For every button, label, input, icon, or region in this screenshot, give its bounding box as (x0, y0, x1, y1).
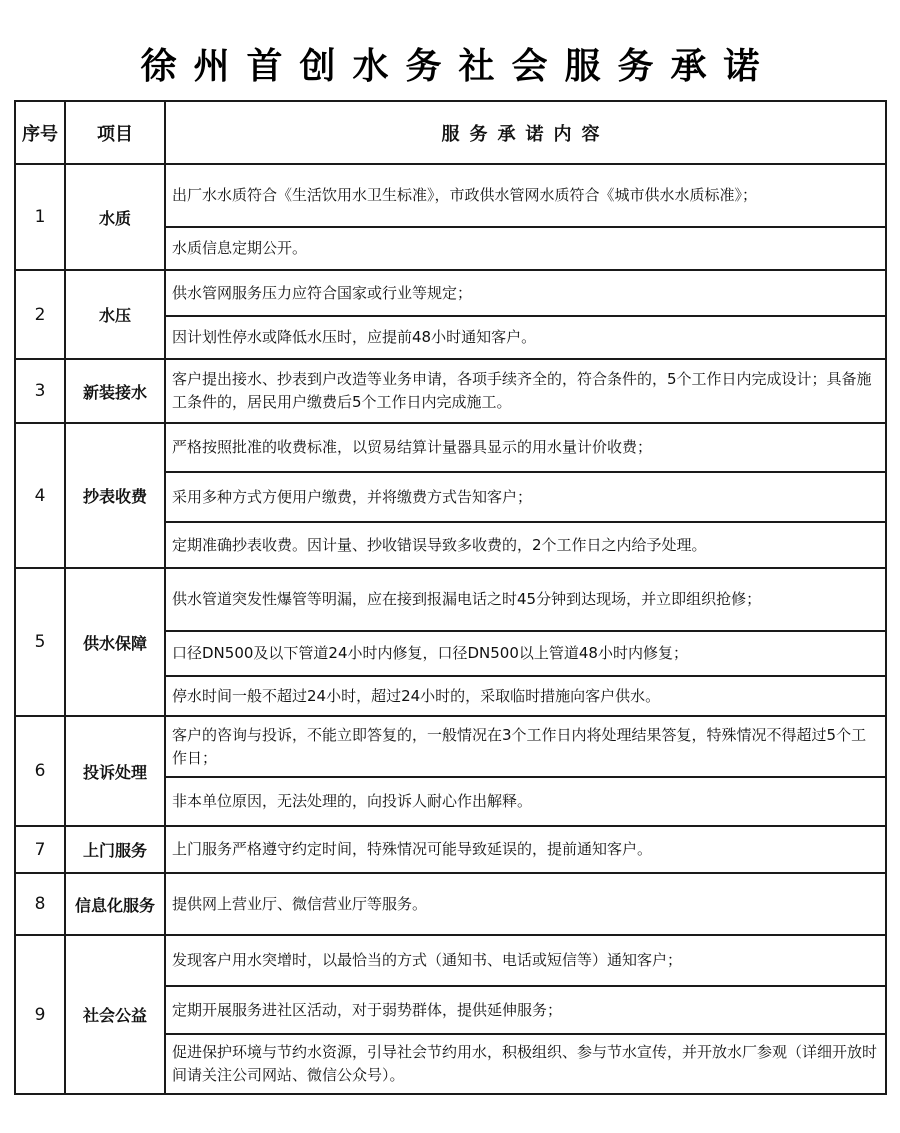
commitment-content: 非本单位原因，无法处理的，向投诉人耐心作出解释。 (165, 777, 886, 826)
commitment-content: 促进保护环境与节约水资源，引导社会节约用水，积极组织、参与节水宣传，并开放水厂参观（详细开放时间请关注公司网站、微信公众号）。 (165, 1034, 886, 1094)
row-number: 6 (15, 716, 65, 826)
table-row (15, 270, 886, 316)
row-item: 投诉处理 (65, 716, 165, 826)
header-no: 序号 (15, 101, 65, 164)
row-item: 抄表收费 (65, 423, 165, 568)
table-row (15, 935, 886, 986)
row-item: 水压 (65, 270, 165, 359)
row-number: 2 (15, 270, 65, 359)
row-number: 1 (15, 164, 65, 270)
header-content: 服务承诺内容 (165, 101, 886, 164)
table-row (15, 826, 886, 873)
row-item: 上门服务 (65, 826, 165, 873)
commitment-content: 口径DN500及以下管道24小时内修复，口径DN500以上管道48小时内修复； (165, 631, 886, 676)
commitment-content: 因计划性停水或降低水压时，应提前48小时通知客户。 (165, 316, 886, 359)
commitment-content: 客户的咨询与投诉，不能立即答复的，一般情况在3个工作日内将处理结果答复，特殊情况不得超过5个工作日； (165, 716, 886, 777)
header-item: 项目 (65, 101, 165, 164)
commitment-content: 发现客户用水突增时，以最恰当的方式（通知书、电话或短信等）通知客户； (165, 935, 886, 986)
row-number: 5 (15, 568, 65, 716)
commitment-content: 采用多种方式方便用户缴费，并将缴费方式告知客户； (165, 472, 886, 522)
table-header-row (15, 101, 886, 164)
row-number: 3 (15, 359, 65, 423)
commitment-content: 定期准确抄表收费。因计量、抄收错误导致多收费的，2个工作日之内给予处理。 (165, 522, 886, 568)
table-row (15, 164, 886, 227)
row-number: 4 (15, 423, 65, 568)
commitment-content: 出厂水水质符合《生活饮用水卫生标准》，市政供水管网水质符合《城市供水水质标准》； (165, 164, 886, 227)
row-item: 社会公益 (65, 935, 165, 1094)
commitment-content: 水质信息定期公开。 (165, 227, 886, 270)
commitment-content: 严格按照批准的收费标准，以贸易结算计量器具显示的用水量计价收费； (165, 423, 886, 472)
service-commitment-table (14, 100, 887, 1095)
row-item: 供水保障 (65, 568, 165, 716)
table-row (15, 359, 886, 423)
commitment-content: 上门服务严格遵守约定时间，特殊情况可能导致延误的，提前通知客户。 (165, 826, 886, 873)
row-item: 水质 (65, 164, 165, 270)
row-item: 新装接水 (65, 359, 165, 423)
commitment-content: 客户提出接水、抄表到户改造等业务申请，各项手续齐全的，符合条件的，5个工作日内完成设计；具备施工条件的，居民用户缴费后5个工作日内完成施工。 (165, 359, 886, 423)
table-row (15, 873, 886, 935)
row-number: 9 (15, 935, 65, 1094)
commitment-content: 停水时间一般不超过24小时，超过24小时的，采取临时措施向客户供水。 (165, 676, 886, 716)
row-item: 信息化服务 (65, 873, 165, 935)
table-row (15, 423, 886, 472)
row-number: 7 (15, 826, 65, 873)
page-title: 徐州首创水务社会服务承诺 (140, 46, 777, 87)
commitment-content: 提供网上营业厅、微信营业厅等服务。 (165, 873, 886, 935)
commitment-content: 定期开展服务进社区活动，对于弱势群体，提供延伸服务； (165, 986, 886, 1034)
table-row (15, 568, 886, 631)
row-number: 8 (15, 873, 65, 935)
commitment-content: 供水管道突发性爆管等明漏，应在接到报漏电话之时45分钟到达现场，并立即组织抢修； (165, 568, 886, 631)
commitment-content: 供水管网服务压力应符合国家或行业等规定； (165, 270, 886, 316)
table-row (15, 716, 886, 777)
